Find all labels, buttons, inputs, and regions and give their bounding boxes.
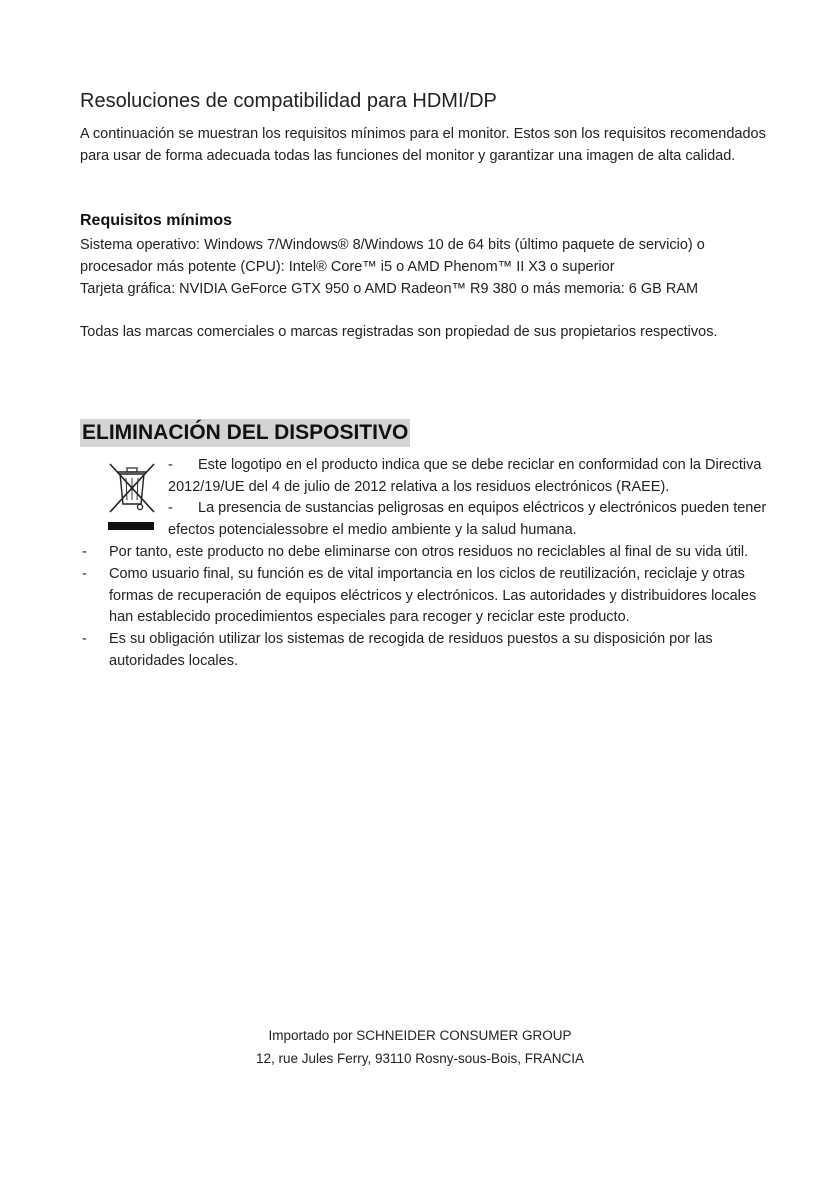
disposal-bullet: [80, 564, 770, 629]
disposal-bullet-text: Es su obligación utilizar los sistemas de recogida de residuos puestos a su disposición por las autoridades locales.: [109, 631, 713, 669]
requirement-line: Tarjeta gráfica: NVIDIA GeForce GTX 950 o AMD Radeon™ R9 380 o más memoria: 6 GB RAM: [80, 281, 699, 297]
disposal-bullet: [80, 542, 770, 564]
requirements-title: Requisitos mínimos: [80, 212, 233, 229]
compat-intro: A continuación se muestran los requisitos mínimos para el monitor. Estos son los requisitos recomendados para usar de forma adecuada todas las funciones del monitor y garantizar una imagen de alta calidad.: [80, 126, 766, 164]
disposal-bullet-text: Por tanto, este producto no debe eliminarse con otros residuos no reciclables al final de su vida útil.: [109, 544, 749, 560]
hazard-paragraph: [168, 498, 778, 541]
weee-logo-paragraph: [168, 455, 778, 498]
compat-title: Resoluciones de compatibilidad para HDMI/DP: [80, 90, 497, 112]
requirement-line: Sistema operativo: Windows 7/Windows® 8/Windows 10 de 64 bits (último paquete de servicio) o: [80, 237, 705, 253]
footer-importer: Importado por SCHNEIDER CONSUMER GROUP: [268, 1028, 572, 1043]
weee-logo-text: Este logotipo en el producto indica que se debe reciclar en conformidad con la Directiva 2012/19/UE del 4 de julio de 2012 relativa a los residuos electrónicos (RAEE).: [168, 457, 762, 495]
disposal-bullet: [80, 629, 770, 672]
weee-notice: [168, 455, 778, 541]
footer-address: 12, rue Jules Ferry, 93110 Rosny-sous-Bois, FRANCIA: [255, 1051, 585, 1066]
dash: -: [82, 544, 87, 560]
disposal-heading: ELIMINACIÓN DEL DISPOSITIVO: [80, 419, 410, 447]
hazard-text: La presencia de sustancias peligrosas en equipos eléctricos y electrónicos pueden tener efectos potencialessobre el medio ambiente y la salud humana.: [168, 500, 767, 538]
disposal-bullet-text: Como usuario final, su función es de vital importancia en los ciclos de reutilización, reciclaje y otras formas de recuperación de equipos eléctricos y electrónicos. Las autoridades y distribuidores locales han establecido procedimientos especiales para recoger y reciclar este producto.: [109, 566, 757, 625]
requirement-line: procesador más potente (CPU): Intel® Core™ i5 o AMD Phenom™ II X3 o superior: [80, 259, 615, 275]
trademark-notice: Todas las marcas comerciales o marcas registradas son propiedad de sus propietarios respectivos.: [80, 324, 718, 340]
requirements-list: [80, 234, 780, 300]
weee-crossed-bin-icon: [106, 458, 158, 536]
dash: -: [82, 566, 87, 582]
dash: -: [82, 631, 87, 647]
dash: -: [168, 500, 173, 516]
dash: -: [168, 457, 173, 473]
disposal-bullet-list: [80, 542, 770, 673]
